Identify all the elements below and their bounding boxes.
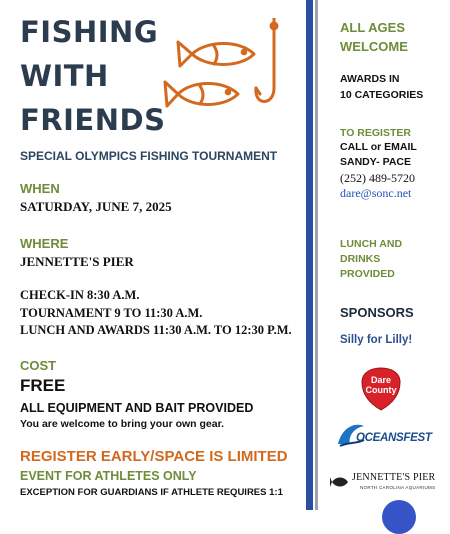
call-or-email-line: CALL or EMAIL bbox=[340, 141, 417, 153]
awards-line-2: 10 CATEGORIES bbox=[340, 89, 424, 101]
title-line-1: FISHING bbox=[20, 15, 159, 49]
jennettes-pier-logo bbox=[330, 470, 448, 494]
contact-name: SANDY- PACE bbox=[340, 156, 411, 168]
dare-logo-line-1: Dare bbox=[370, 375, 391, 385]
athletes-only-note: EVENT FOR ATHLETES ONLY bbox=[20, 469, 197, 483]
contact-email-link[interactable]: dare@sonc.net bbox=[340, 186, 412, 200]
register-early-headline: REGISTER EARLY/SPACE IS LIMITED bbox=[20, 448, 288, 465]
jennettes-pier-subline: NORTH CAROLINA AQUARIUMS bbox=[360, 485, 436, 490]
all-ages-line-1: ALL AGES bbox=[340, 20, 406, 35]
fish-icon bbox=[330, 472, 350, 492]
oceansfest-logo bbox=[336, 420, 436, 456]
jennettes-pier-wordmark: JENNETTE'S PIER bbox=[352, 472, 436, 483]
dare-logo-line-2: County bbox=[365, 385, 397, 395]
sponsor-silly-for-lilly: Silly for Lilly! bbox=[340, 334, 413, 346]
lunch-provided-line-1: LUNCH AND bbox=[340, 238, 403, 250]
fishing-hook-icon bbox=[256, 18, 277, 102]
contact-phone: (252) 489-5720 bbox=[340, 171, 415, 185]
when-value: SATURDAY, JUNE 7, 2025 bbox=[20, 199, 172, 214]
sponsors-label: SPONSORS bbox=[340, 305, 414, 320]
title-line-2: WITH bbox=[20, 59, 109, 93]
tournament-time: TOURNAMENT 9 TO 11:30 A.M. bbox=[20, 306, 203, 320]
decorative-circle bbox=[382, 500, 416, 534]
lunch-provided-line-2: DRINKS bbox=[340, 253, 381, 265]
when-label: WHEN bbox=[20, 181, 60, 196]
gear-note: You are welcome to bring your own gear. bbox=[20, 418, 225, 430]
divider-bar-gray bbox=[315, 0, 318, 510]
fish-icon bbox=[178, 42, 254, 66]
oceansfest-wordmark: OCEANSFEST bbox=[356, 432, 432, 444]
where-value: JENNETTE'S PIER bbox=[20, 254, 134, 269]
fish-and-hook-illustration bbox=[162, 18, 292, 118]
to-register-label: TO REGISTER bbox=[340, 127, 411, 139]
divider-bar-blue bbox=[306, 0, 313, 510]
dare-county-logo bbox=[360, 366, 402, 412]
cost-value: FREE bbox=[20, 376, 66, 395]
lunch-provided-line-3: PROVIDED bbox=[340, 268, 395, 280]
checkin-time: CHECK-IN 8:30 A.M. bbox=[20, 288, 140, 302]
guardian-exception-note: EXCEPTION FOR GUARDIANS IF ATHLETE REQUIRES 1:1 bbox=[20, 487, 283, 498]
tournament-subtitle: SPECIAL OLYMPICS FISHING TOURNAMENT bbox=[20, 149, 278, 163]
awards-line-1: AWARDS IN bbox=[340, 73, 400, 85]
title-line-3: FRIENDS bbox=[20, 103, 166, 137]
fish-icon bbox=[165, 82, 238, 106]
where-label: WHERE bbox=[20, 236, 69, 251]
all-ages-line-2: WELCOME bbox=[340, 39, 408, 54]
lunch-awards-time: LUNCH AND AWARDS 11:30 A.M. TO 12:30 P.M. bbox=[20, 323, 292, 337]
cost-label: COST bbox=[20, 358, 57, 373]
equipment-provided: ALL EQUIPMENT AND BAIT PROVIDED bbox=[20, 401, 254, 415]
